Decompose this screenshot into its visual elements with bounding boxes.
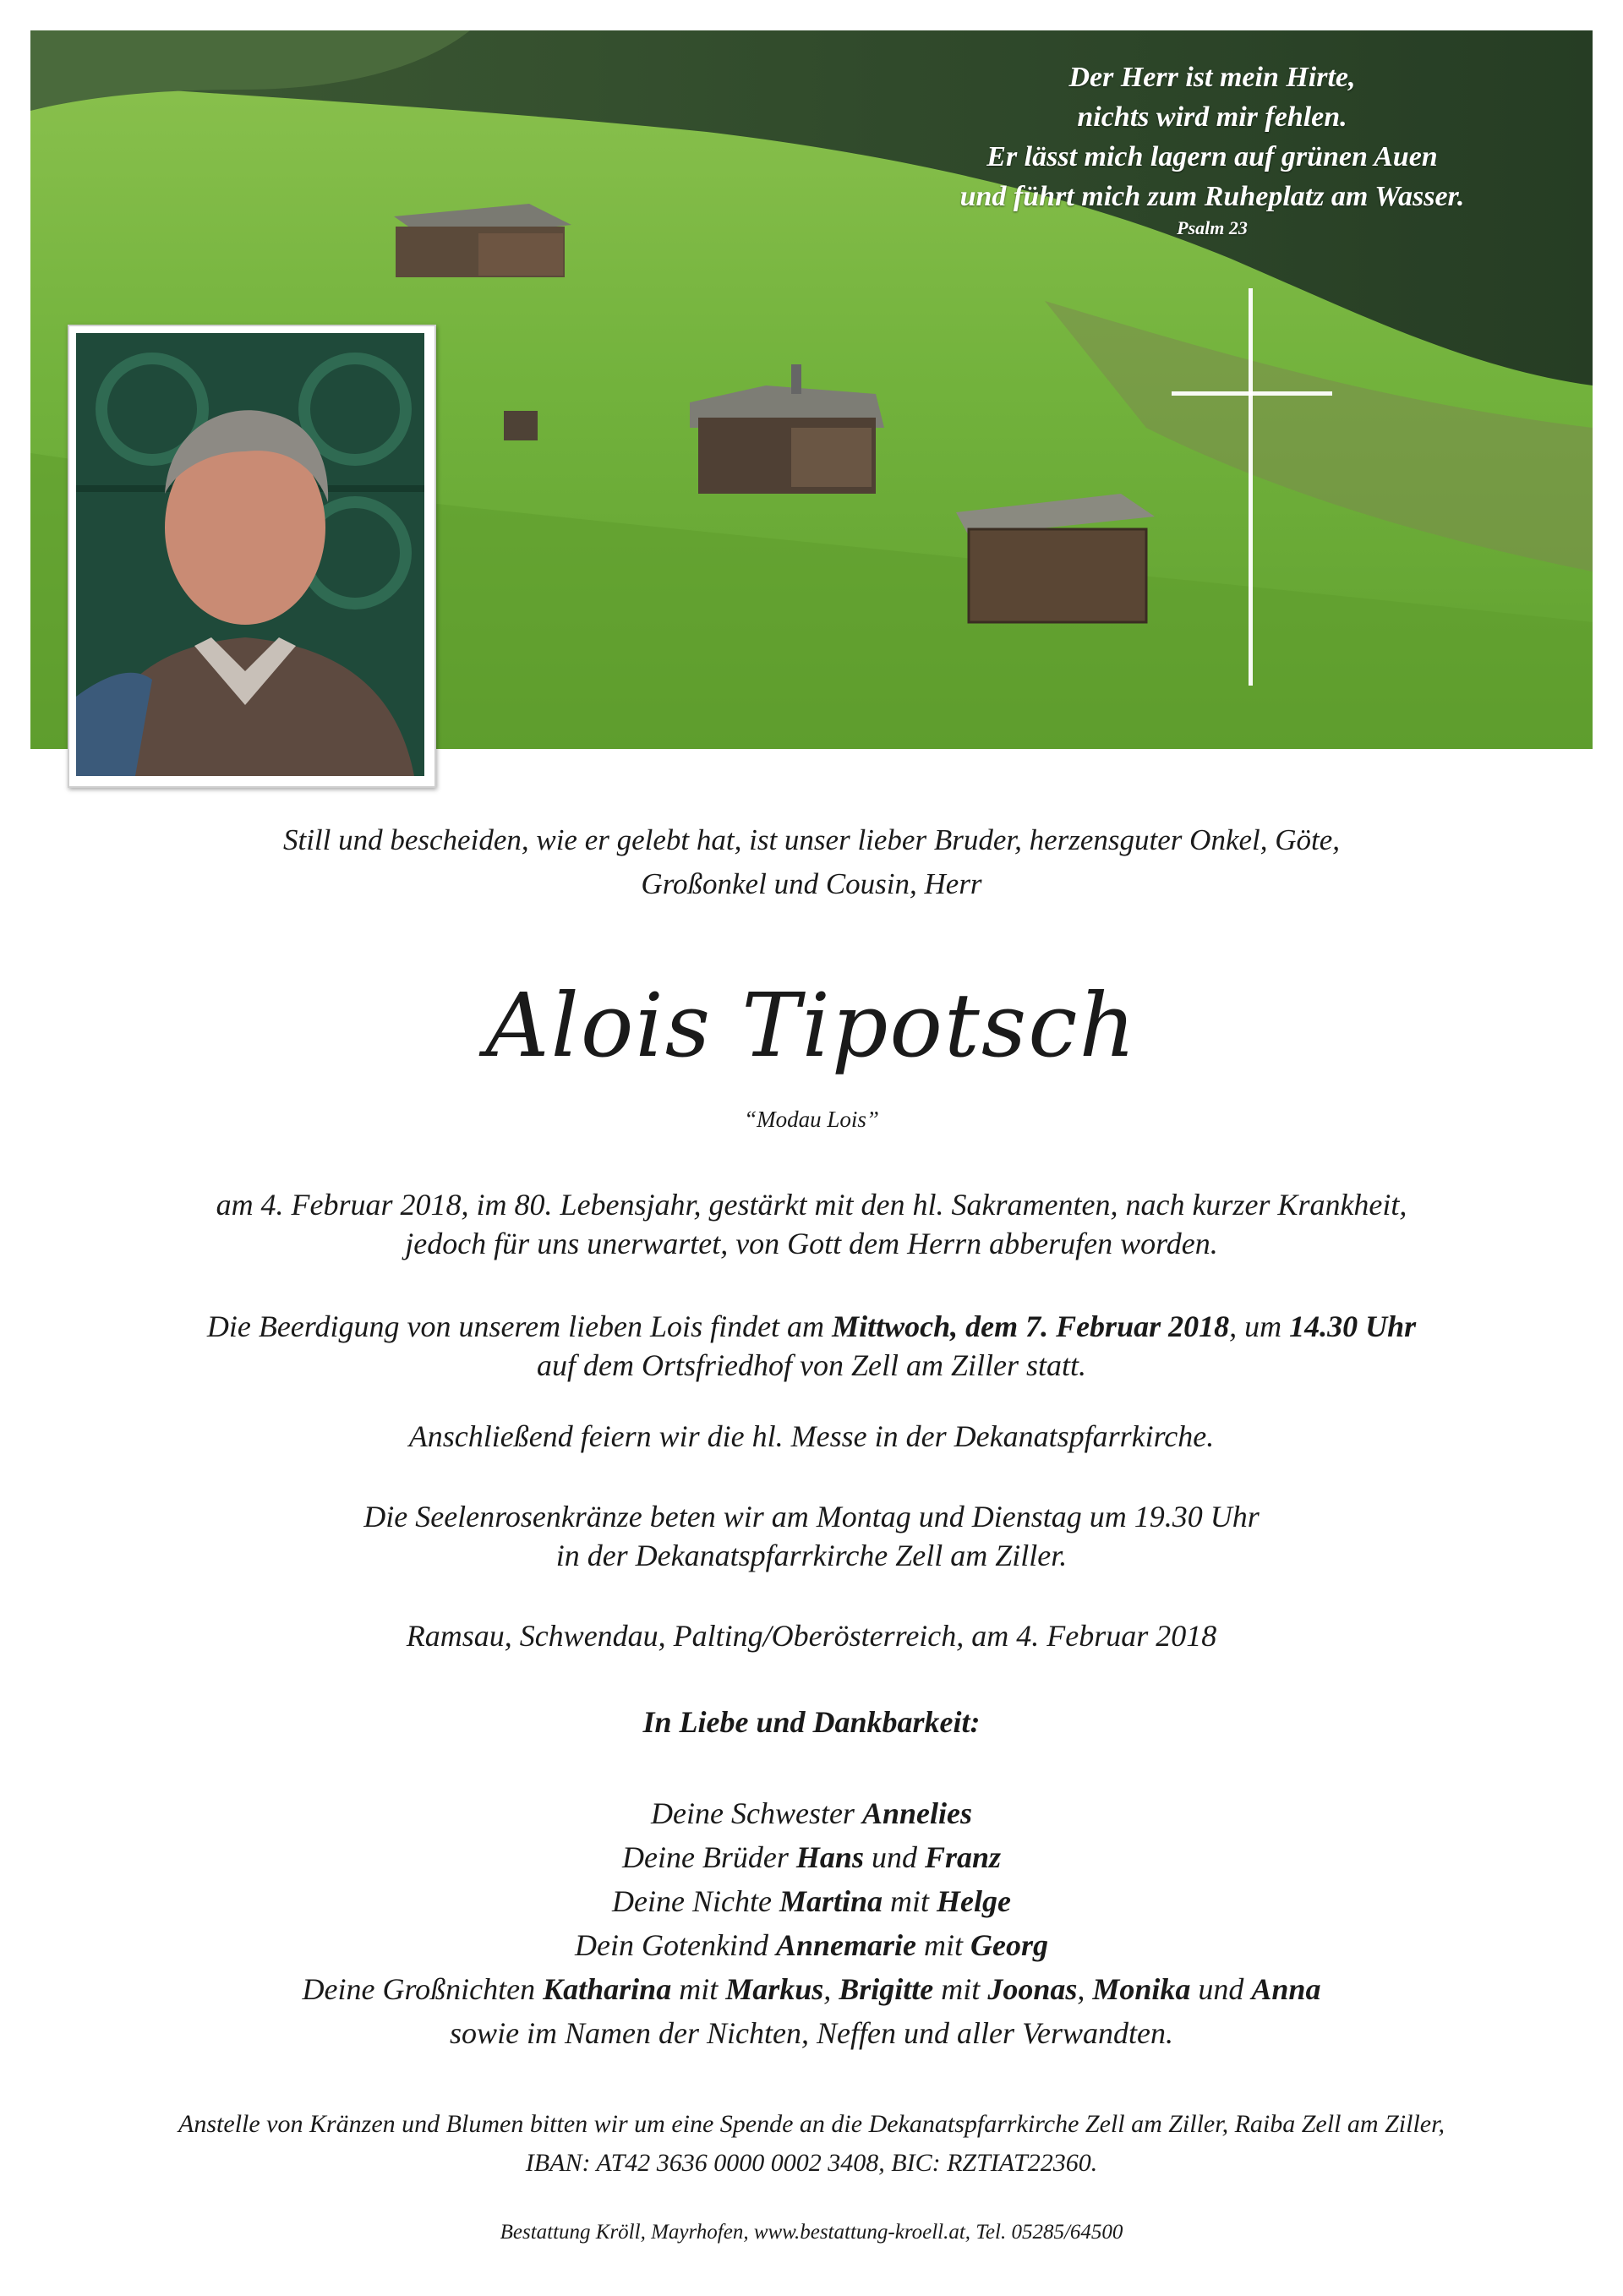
funeral-location: auf dem Ortsfriedhof von Zell am Ziller statt.	[536, 1348, 1086, 1382]
place-date: Ramsau, Schwendau, Palting/Oberösterreich, am 4. Februar 2018	[406, 1619, 1217, 1653]
mourner-row	[85, 1967, 1538, 2011]
funeral-home-footer: Bestattung Kröll, Mayrhofen, www.bestattung-kroell.at, Tel. 05285/64500	[500, 2221, 1123, 2244]
psalm-line: Er lässt mich lagern auf grünen Auen	[986, 141, 1438, 172]
mourner-name: Georg	[970, 1928, 1048, 1962]
mourner-row	[85, 1923, 1538, 1967]
connector: und	[1190, 1972, 1252, 2006]
rosary-line: in der Dekanatspfarrkirche Zell am Ziller.	[555, 1539, 1068, 1572]
funeral-line	[85, 1307, 1538, 1346]
death-notice-line: jedoch für uns unerwartet, von Gott dem Herrn abberufen worden.	[405, 1227, 1218, 1260]
relation: Deine Nichte	[612, 1884, 779, 1918]
connector: und	[863, 1840, 925, 1874]
connector: mit	[883, 1884, 937, 1918]
relation: Dein Gotenkind	[575, 1928, 776, 1962]
connector: mit	[933, 1972, 988, 2006]
psalm-quote	[866, 57, 1559, 240]
connector: mit	[671, 1972, 726, 2006]
psalm-line: nichts wird mir fehlen.	[1077, 101, 1347, 133]
mass-info: Anschließend feiern wir die hl. Messe in der Dekanatspfarrkirche.	[408, 1419, 1215, 1453]
relation: Deine Großnichten	[302, 1972, 544, 2006]
intro-line: Still und bescheiden, wie er gelebt hat, ist unser lieber Bruder, herzensguter Onkel, Göte,	[282, 823, 1341, 856]
mourner-name: Markus	[725, 1972, 824, 2006]
connector: ,	[823, 1972, 839, 2006]
mourner-name: Katharina	[543, 1972, 672, 2006]
rosary-info	[85, 1497, 1538, 1575]
donation-bank-details: IBAN: AT42 3636 0000 0002 3408, BIC: RZTIAT22360.	[525, 2149, 1098, 2177]
relation: Deine Brüder	[621, 1840, 796, 1874]
mourner-name: Monika	[1092, 1972, 1191, 2006]
mourner-row: sowie im Namen der Nichten, Neffen und aller Verwandten.	[450, 2016, 1173, 2050]
mourner-name: Hans	[795, 1840, 864, 1874]
funeral-info	[85, 1307, 1538, 1385]
mourner-name: Annemarie	[775, 1928, 916, 1962]
rosary-line: Die Seelenrosenkränze beten wir am Montag und Dienstag um 19.30 Uhr	[363, 1500, 1260, 1533]
mourners-heading: In Liebe und Dankbarkeit:	[642, 1705, 981, 1739]
funeral-connector: , um	[1229, 1309, 1290, 1343]
death-notice-line: am 4. Februar 2018, im 80. Lebensjahr, gestärkt mit den hl. Sakramenten, nach kurzer Krankheit,	[216, 1188, 1407, 1222]
deceased-name: Alois Tipotsch	[485, 974, 1138, 1077]
mourners-list	[85, 1791, 1538, 2055]
donation-line: Anstelle von Kränzen und Blumen bitten wir um eine Spende an die Dekanatspfarrkirche Zell am Ziller, Raiba Zell am Ziller,	[178, 2110, 1445, 2138]
mourner-row	[85, 1879, 1538, 1923]
relation: Deine Schwester	[651, 1796, 862, 1830]
funeral-prefix: Die Beerdigung von unserem lieben Lois findet am	[206, 1309, 833, 1343]
mourner-name: Anna	[1251, 1972, 1321, 2006]
portrait-photo	[68, 325, 436, 788]
mourner-row	[85, 1791, 1538, 1835]
mourner-name: Annelies	[861, 1796, 972, 1830]
psalm-line: Der Herr ist mein Hirte,	[1068, 62, 1356, 93]
mourner-name: Franz	[924, 1840, 1002, 1874]
donation-request	[51, 2105, 1572, 2183]
connector: mit	[915, 1928, 970, 1962]
mourner-name: Helge	[937, 1884, 1011, 1918]
mourner-name: Joonas	[987, 1972, 1078, 2006]
portrait-illustration	[76, 333, 424, 776]
nickname: “Modau Lois”	[744, 1107, 879, 1132]
mourner-name: Brigitte	[839, 1972, 934, 2006]
intro-text	[85, 818, 1538, 906]
funeral-time: 14.30 Uhr	[1289, 1309, 1417, 1343]
funeral-date: Mittwoch, dem 7. Februar 2018	[832, 1309, 1230, 1343]
mourner-row	[85, 1835, 1538, 1879]
death-notice	[85, 1185, 1538, 1263]
intro-line: Großonkel und Cousin, Herr	[641, 867, 982, 900]
hut-3	[956, 494, 1155, 622]
hut-1	[394, 204, 571, 277]
connector: ,	[1077, 1972, 1093, 2006]
psalm-source: Psalm 23	[1177, 217, 1248, 238]
mourner-name: Martina	[779, 1884, 883, 1918]
psalm-line: und führt mich zum Ruheplatz am Wasser.	[959, 181, 1465, 212]
